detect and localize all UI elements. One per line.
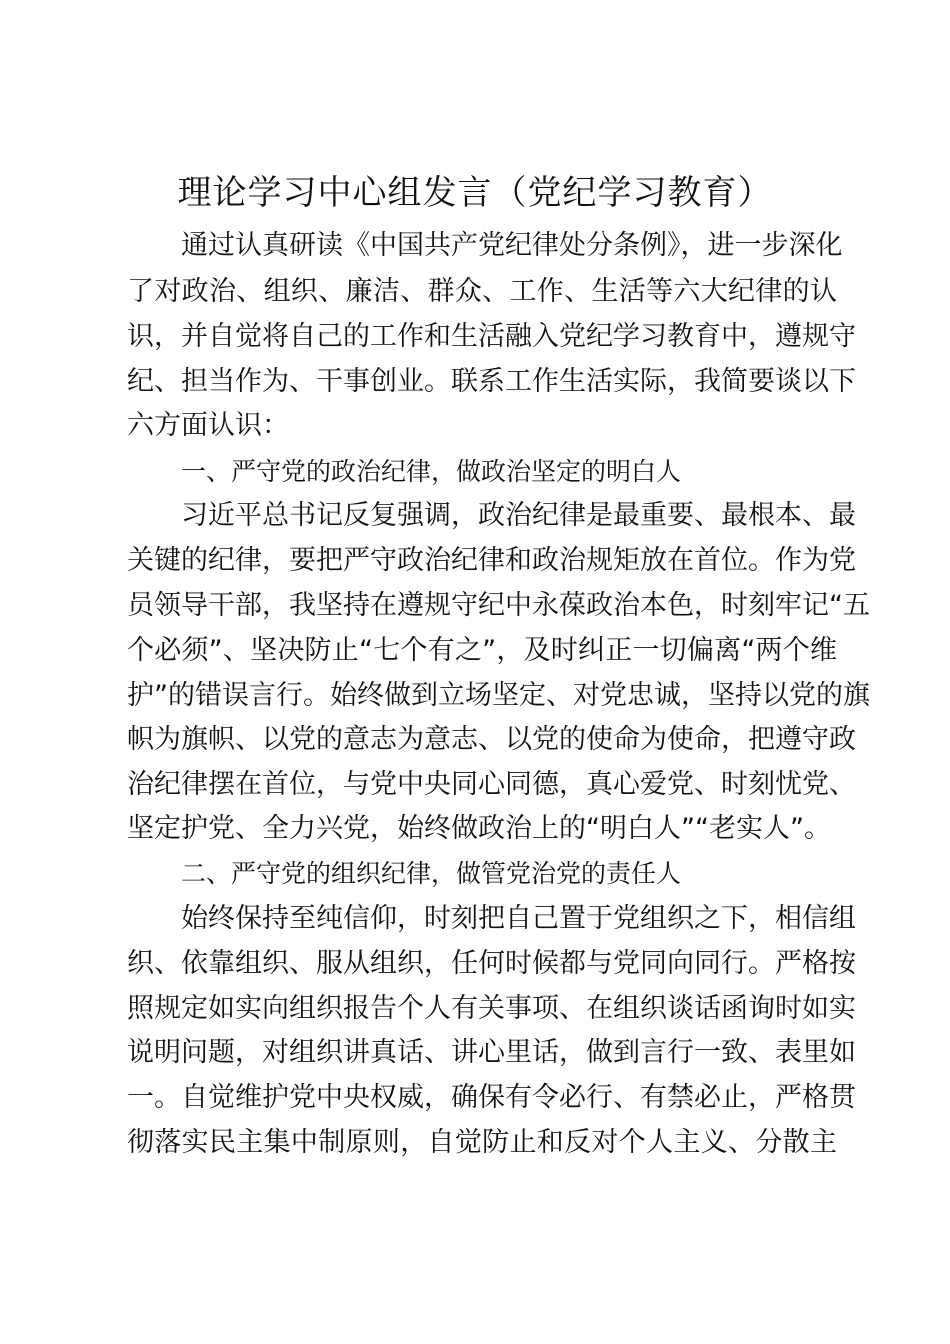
document-title: 理论学习中心组发言（党纪学习教育） xyxy=(177,173,773,213)
section1-line: 个必须”、坚决防止“七个有之”，及时纠正一切偏离“两个维 xyxy=(127,635,837,666)
section-heading-2: 二、严守党的组织纪律，做管党治党的责任人 xyxy=(181,859,682,888)
section2-line: 始终保持至纯信仰，时刻把自己置于党组织之下，相信组 xyxy=(181,903,856,934)
section1-line: 关键的纪律，要把严守政治纪律和政治规矩放在首位。作为党 xyxy=(127,545,856,576)
section1-line: 护”的错误言行。始终做到立场坚定、对党忠诚，坚持以党的旗 xyxy=(127,680,870,711)
section2-line: 织、依靠组织、服从组织，任何时候都与党同向同行。严格按 xyxy=(127,948,856,979)
intro-line: 纪、担当作为、干事创业。联系工作生活实际，我简要谈以下 xyxy=(127,366,856,397)
section2-line: 彻落实民主集中制原则，自觉防止和反对个人主义、分散主 xyxy=(127,1127,837,1158)
section1-line: 治纪律摆在首位，与党中央同心同德，真心爱党、时刻忧党、 xyxy=(127,769,856,800)
section2-line: 一。自觉维护党中央权威，确保有令必行、有禁必止，严格贯 xyxy=(127,1082,856,1113)
intro-line: 通过认真研读《中国共产党纪律处分条例》，进一步深化 xyxy=(181,230,843,261)
intro-line: 了对政治、组织、廉洁、群众、工作、生活等六大纪律的认 xyxy=(127,276,837,307)
section-heading-1: 一、严守党的政治纪律，做政治坚定的明白人 xyxy=(181,457,682,486)
section1-line: 坚定护党、全力兴党，始终做政治上的“明白人”“老实人”。 xyxy=(127,813,831,844)
intro-line: 六方面认识： xyxy=(127,410,289,441)
section2-line: 说明问题，对组织讲真话、讲心里话，做到言行一致、表里如 xyxy=(127,1037,856,1068)
section1-line: 帜为旗帜、以党的意志为意志、以党的使命为使命，把遵守政 xyxy=(127,724,856,755)
section1-line: 习近平总书记反复强调，政治纪律是最重要、最根本、最 xyxy=(181,500,856,531)
section2-line: 照规定如实向组织报告个人有关事项、在组织谈话函询时如实 xyxy=(127,993,856,1024)
section1-line: 员领导干部，我坚持在遵规守纪中永葆政治本色，时刻牢记“五 xyxy=(127,590,870,621)
intro-line: 识，并自觉将自己的工作和生活融入党纪学习教育中，遵规守 xyxy=(127,321,856,352)
